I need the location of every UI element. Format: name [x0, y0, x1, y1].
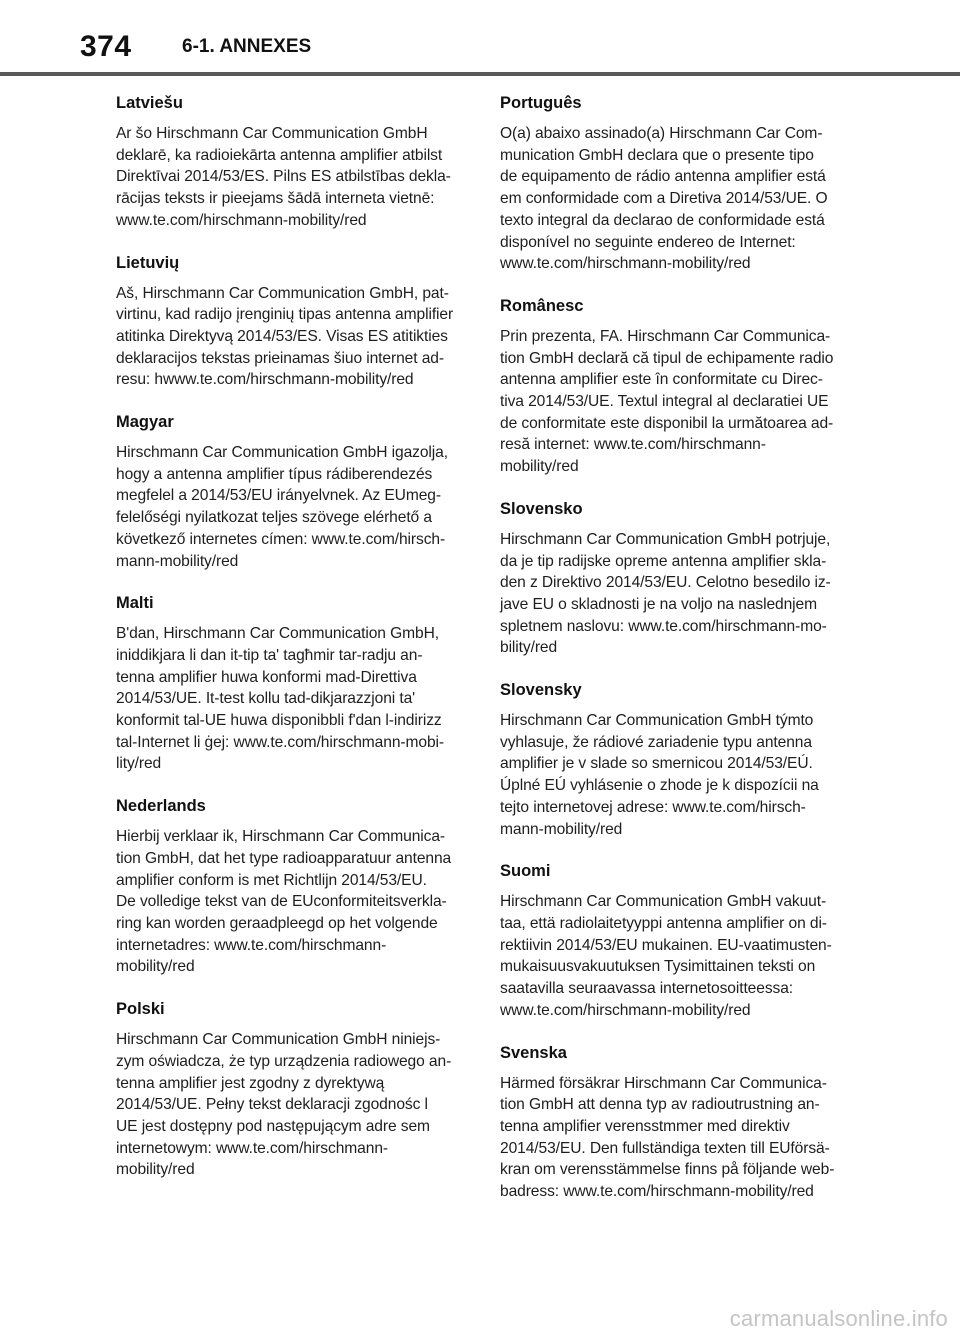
- lang-block-magyar: [116, 411, 466, 572]
- lang-title: Nederlands: [116, 797, 206, 816]
- lang-block-slovensky: [500, 679, 850, 840]
- lang-title: Suomi: [500, 862, 551, 881]
- lang-block-latviesu: [116, 92, 466, 232]
- lang-text: Aš, Hirschmann Car Communication GmbH, pat- virtinu, kad radijo įrenginių tipas antenna amplifier atitinka Direktyvą 2014/53/ES. Visas ES atitikties deklaracijos tekstas prieinamas šiuo internet ad- resu: hwww.te.com/hirschmann-mobility/red: [116, 284, 454, 389]
- lang-title: Latviešu: [116, 94, 183, 112]
- lang-block-portugues: [500, 92, 850, 275]
- lang-title: Svenska: [500, 1043, 567, 1062]
- right-column: [500, 92, 850, 1223]
- lang-block-suomi: [500, 860, 850, 1021]
- lang-text: Hierbij verklaar ik, Hirschmann Car Communica- tion GmbH, dat het type radioapparatuur antenna amplifier conform is met Richtlijn 2014/53/EU. De volledige tekst van de EUconformiteitsverkla- ring kan worden geraadpleegd op het volgende internetadres: www.te.com/hirschmann- mobility/red: [116, 828, 452, 976]
- lang-text: O(a) abaixo assinado(a) Hirschmann Car Com- munication GmbH declara que o presente tipo de equipamento de rádio antenna amplifier está em conformidade com a Diretiva 2014/53/UE. O texto integral da declarao de conformidade está disponível no seguinte endereo de Internet: www.te.com/hirschmann-mobility/red: [500, 125, 828, 273]
- lang-title: Slovensko: [500, 499, 583, 518]
- lang-text: Hirschmann Car Communication GmbH vakuut- taa, että radiolaitetyyppi antenna amplifier on di- rektiivin 2014/53/EU mukainen. EU-vaatimusten- mukaisuusvakuutuksen Tysimittainen teksti on saatavilla seuraavassa internetosoitteessa: www.te.com/hirschmann-mobility/red: [500, 893, 832, 1019]
- lang-text: B'dan, Hirschmann Car Communication GmbH, iniddikjara li dan it-tip ta' tagħmir tar-radju an- tenna amplifier huwa konformi mad-Direttiva 2014/53/UE. It-test kollu tad-dikjarazzjoni ta' konformit tal-UE huwa disponibbli f'dan l-indirizz tal-Internet li ġej: www.te.com/hirschmann-mobi- lity/red: [116, 625, 444, 773]
- lang-title: Magyar: [116, 413, 174, 432]
- lang-text: Prin prezenta, FA. Hirschmann Car Communica- tion GmbH declară că tipul de echipamente radio antenna amplifier este în conformitate cu Direc- tiva 2014/53/UE. Textul integral al declaratiei UE de conformitate este disponibil la următoarea ad- resă internet: www.te.com/hirschmann- mobility/red: [500, 327, 834, 476]
- lang-text: Ar šo Hirschmann Car Communication GmbH deklarē, ka radioiekārta antenna amplifier atbilst Direktīvai 2014/53/ES. Pilns ES atbilstības dekla- rācijas teksts ir pieejams šādā interneta vietnē: www.te.com/hirschmann-mobility/red: [116, 125, 451, 229]
- lang-title: Românesc: [500, 296, 584, 315]
- lang-block-svenska: [500, 1042, 850, 1203]
- lang-block-malti: [116, 592, 466, 775]
- lang-block-slovensko: [500, 498, 850, 659]
- left-column: [116, 92, 466, 1201]
- lang-title: Lietuvių: [116, 253, 180, 272]
- lang-text: Härmed försäkrar Hirschmann Car Communica- tion GmbH att denna typ av radioutrustning an- tenna amplifier verensstmmer med direktiv 2014/53/EU. Den fullständiga texten till EUförsä- kran om verensstämmelse finns på följande web- badress: www.te.com/hirschmann-mobility/red: [500, 1074, 835, 1201]
- lang-title: Malti: [116, 594, 154, 613]
- lang-text: Hirschmann Car Communication GmbH potrjuje, da je tip radijske opreme antenna amplifier skla- den z Direktivo 2014/53/EU. Celotno besedilo iz- jave EU o skladnosti je na voljo na naslednjem spletnem naslovu: www.te.com/hirschmann-mo- bility/red: [500, 530, 831, 657]
- page-number: 374: [80, 30, 132, 63]
- lang-block-lietuviu: [116, 252, 466, 392]
- lang-text: Hirschmann Car Communication GmbH niniejs- zym oświadcza, że typ urządzenia radiowego an- tenna amplifier jest zgodny z dyrektywą 2014/53/UE. Pełny tekst deklaracji zgodnośc l UE jest dostępny pod następującym adre sem internetowym: www.te.com/hirschmann- mobility/red: [116, 1031, 452, 1179]
- lang-text: Hirschmann Car Communication GmbH igazolja, hogy a antenna amplifier típus rádiberendezés megfelel a 2014/53/EU irányelvnek. Az EUmeg- felelőségi nyilatkozat teljes szövege elérhető a következő internetes címen: www.te.com/hirsch- mann-mobility/red: [116, 444, 448, 570]
- lang-title: Slovensky: [500, 681, 582, 700]
- watermark: carmanualsonline.info: [729, 1306, 948, 1331]
- page-header: [0, 0, 960, 72]
- header-divider: [0, 72, 960, 76]
- lang-block-nederlands: [116, 795, 466, 978]
- lang-title: Português: [500, 94, 582, 112]
- lang-title: Polski: [116, 1000, 165, 1019]
- section-title: 6-1. ANNEXES: [182, 36, 312, 57]
- lang-block-polski: [116, 998, 466, 1181]
- lang-block-romanesc: [500, 295, 850, 478]
- lang-text: Hirschmann Car Communication GmbH týmto vyhlasuje, že rádiové zariadenie typu antenna amplifier je v slade so smernicou 2014/53/EÚ. Úplné EÚ vyhlásenie o zhode je k dispozícii na tejto internetovej adrese: www.te.com/hirsch- mann-mobility/red: [500, 712, 819, 838]
